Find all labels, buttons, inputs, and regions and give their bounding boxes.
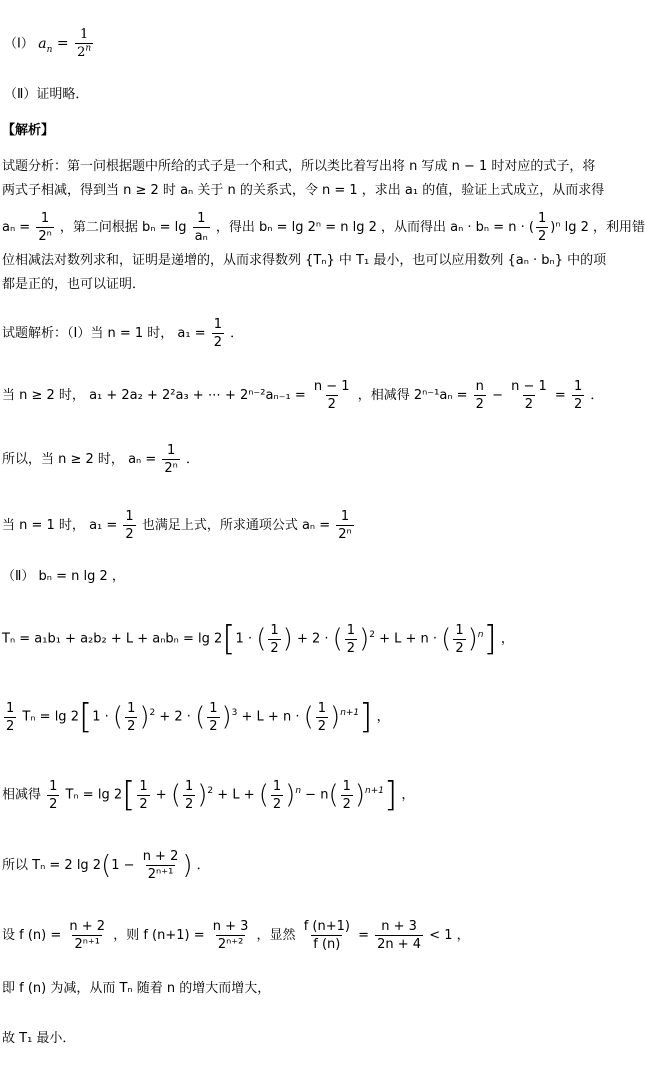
- solution-step-11: 即 f (n) 为减，从而 Tₙ 随着 n 的增大而增大，: [2, 981, 271, 996]
- solution-step-10: 设 f (n) = $\frac{n + 2}{\text{2ⁿ⁺¹}}$ ，则 f (n+1) = $\frac{n + 3}{\text{2ⁿ⁺²}}$ ，显然 $\frac{f (n+1)}{f (n)}$ = $\frac{n + 3}{2n + 4}$ < 1 ，: [2, 919, 470, 952]
- part1-label: （Ⅰ）: [4, 36, 34, 52]
- solution-step-2: 当 n ≥ 2 时， a₁ + 2a₂ + 2²a₃ + ⋯ + 2ⁿ⁻²aₙ₋₁ = $\frac{n - 1}{2}$ ，相减得 2ⁿ⁻¹aₙ = $\frac{n}{2}$ − $\frac{n - 1}{2}$ = $\frac{1}{2}$ ．: [2, 379, 604, 412]
- analysis-line-2: 两式子相减，得到当 n ≥ 2 时 aₙ 关于 n 的关系式，令 n = 1 ，求出 a₁ 的值，验证上式成立，从而求得: [2, 183, 605, 198]
- part1-answer: （Ⅰ） $a_n$ = $\frac{1}{2^n}$: [4, 27, 92, 60]
- solution-step-9: 所以 Tₙ = 2 lg 2(1 − $\frac{n + 2}{\text{2ⁿ⁺¹}}$ ) ．: [2, 849, 210, 882]
- analysis-line-4: 位相减法对数列求和，证明是递增的，从而求得数列 {Tₙ} 中 T₁ 最小，也可以应用数列 {aₙ · bₙ} 中的项: [2, 253, 607, 268]
- analysis-line-5: 都是正的，也可以证明．: [2, 277, 146, 292]
- solution-step-6: Tₙ = a₁b₁ + a₂b₂ + L + aₙbₙ = lg 2[1 · ( $\frac{1}{2}$ ) + 2 · ( $\frac{1}{2}$ )$^2$ + L + n · ( $\frac{1}{2}$ )$^n$] ，: [2, 619, 514, 659]
- analysis-line-3: aₙ = $\frac{1}{\text{2ⁿ}}$ ，第二问根据 bₙ = lg $\frac{1}{\text{aₙ}}$ ，得出 bₙ = lg 2ⁿ = n lg 2 ，从而得出 aₙ · bₙ = n · ( $\frac{1}{2}$ )ⁿ lg 2 ，利用错: [2, 211, 645, 244]
- solution-step-4: 当 n = 1 时， a₁ = $\frac{1}{2}$ 也满足上式，所求通项公式 aₙ = $\frac{1}{\text{2ⁿ}}$: [2, 509, 352, 542]
- solution-step-3: 所以，当 n ≥ 2 时， aₙ = $\frac{1}{\text{2ⁿ}}$ ．: [2, 443, 199, 476]
- solution-step-7: $\frac{1}{2}$ Tₙ = lg 2[1 · ( $\frac{1}{2}$ )$^2$ + 2 · ( $\frac{1}{2}$ )$^3$ + L + n · ( $\frac{1}{2}$ )$^{n+1}$] ，: [6, 697, 390, 737]
- analysis-line-1: 试题分析：第一问根据题中所给的式子是一个和式，所以类比着写出将 n 写成 n − 1 时对应的式子，将: [2, 159, 596, 174]
- part2-answer: （Ⅱ）证明略．: [4, 87, 89, 102]
- solution-step-5: （Ⅱ） bₙ = n lg 2 ，: [2, 569, 125, 584]
- solution-step-12: 故 T₁ 最小．: [2, 1031, 76, 1046]
- part1-lhs: $a_n$: [38, 35, 53, 55]
- fraction: $\frac{1}{2^n}$: [77, 27, 92, 60]
- solution-step-1: 试题解析：（Ⅰ）当 n = 1 时， a₁ = $\frac{1}{2}$ ．: [2, 317, 244, 350]
- analysis-title: 【解析】: [2, 123, 55, 138]
- solution-step-8: 相减得 $\frac{1}{2}$ Tₙ = lg 2[ $\frac{1}{2}$ + ( $\frac{1}{2}$ )$^2$ + L + ( $\frac{1}{2}$ )$^n$ − n( $\frac{1}{2}$ )$^{n+1}$] ，: [2, 775, 415, 815]
